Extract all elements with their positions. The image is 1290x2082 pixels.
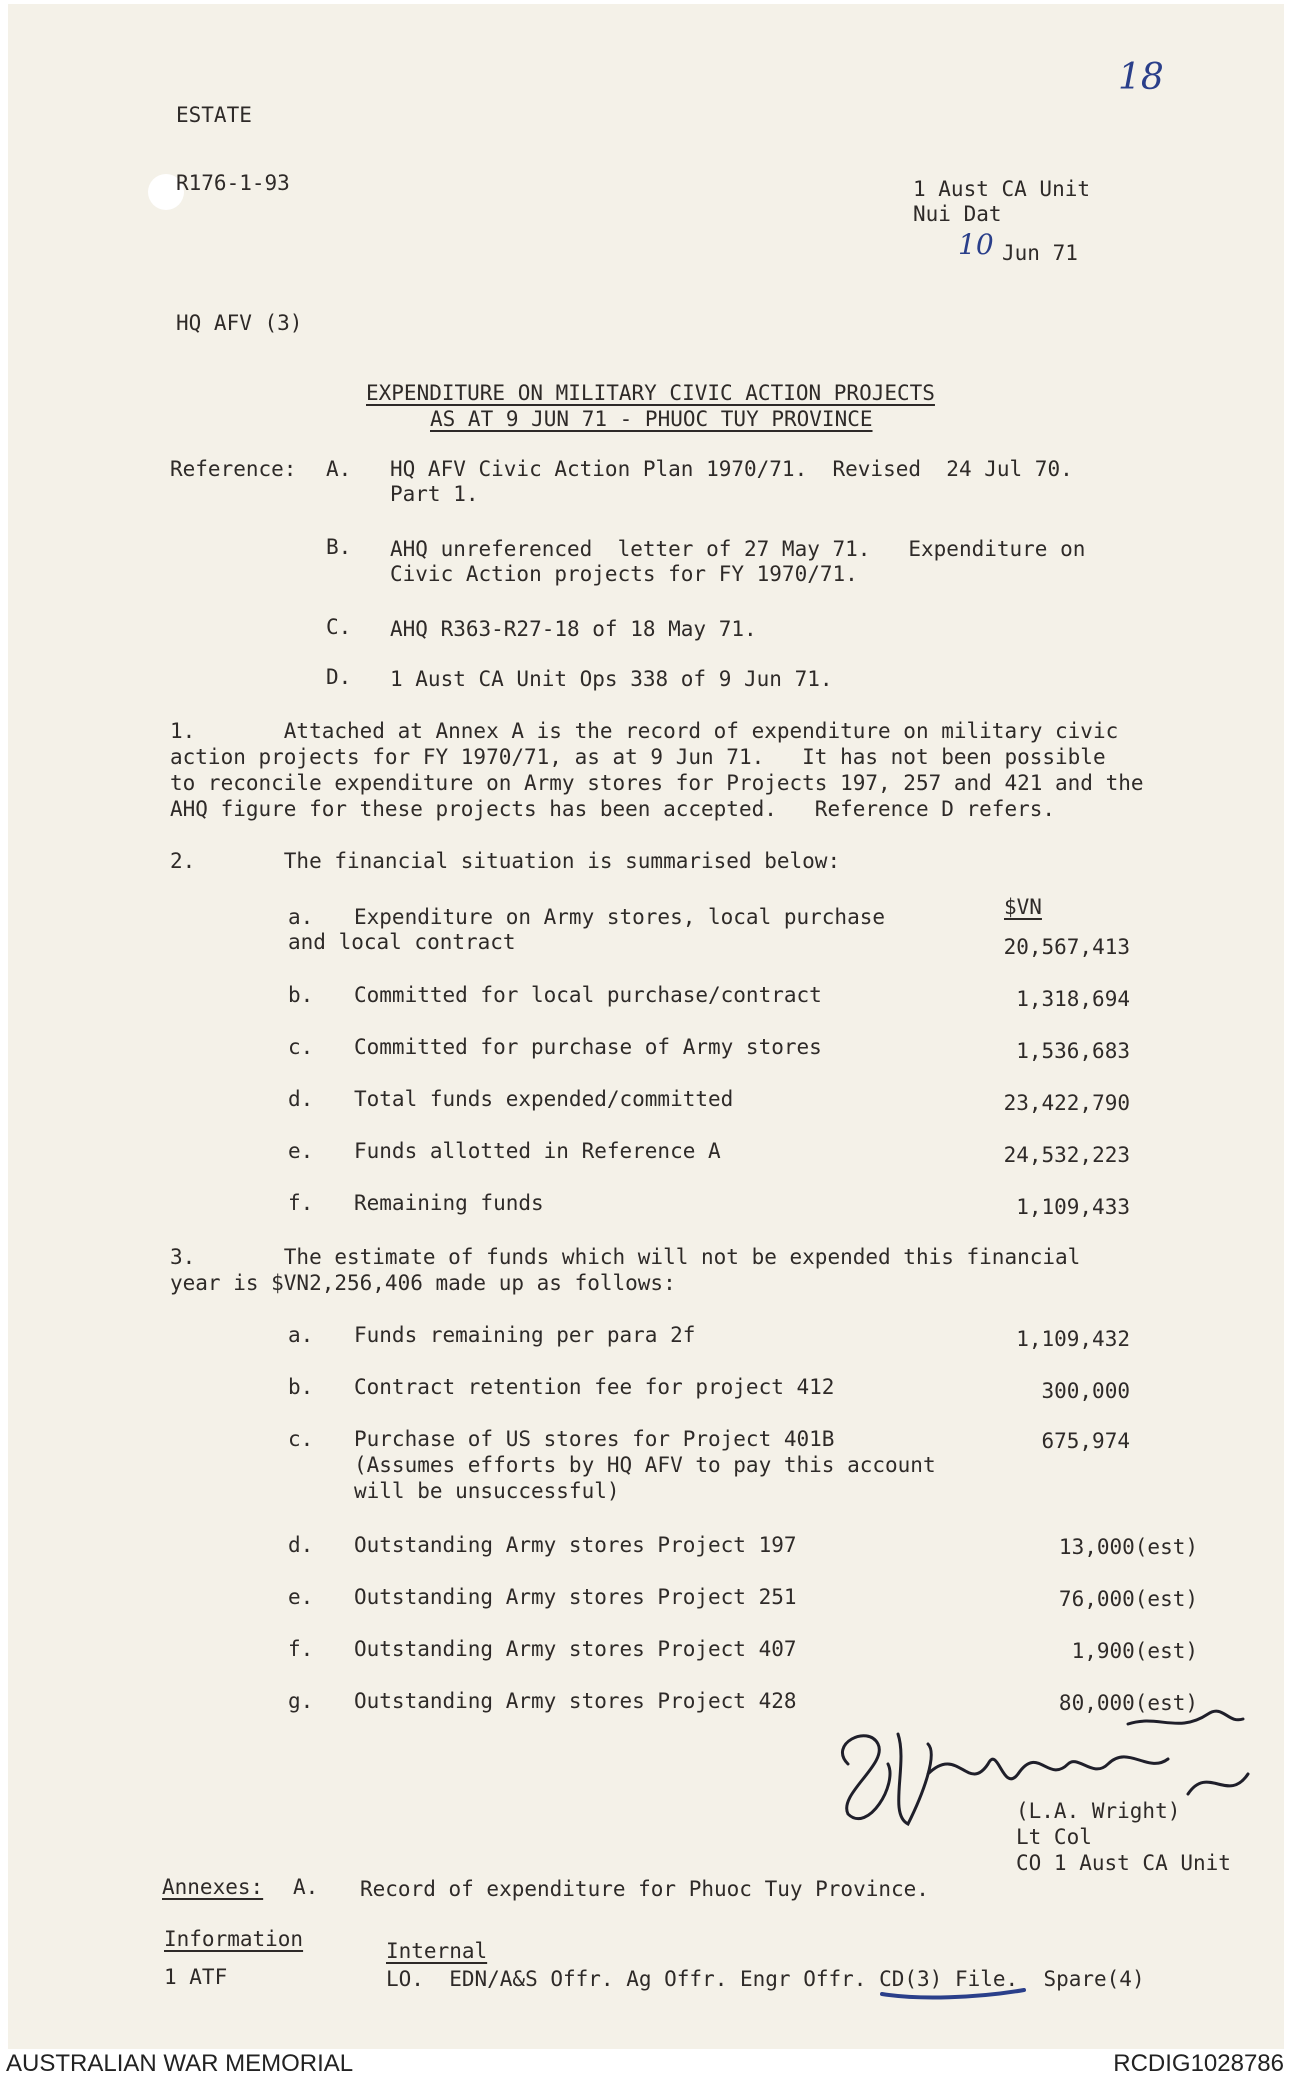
item-value: 24,532,223 (1003, 1143, 1130, 1167)
item-value: 23,422,790 (1003, 1091, 1130, 1115)
item-text: Purchase of US stores for Project 401B (354, 1427, 835, 1451)
paragraph-1-line: to reconcile expenditure on Army stores for Projects 197, 257 and 421 and the (170, 771, 1144, 795)
item-value: 1,109,432 (1016, 1327, 1130, 1351)
item-letter: f. (288, 1637, 314, 1661)
paragraph-1-line: action projects for FY 1970/71, as at 9 Jun 71. It has not been possible (170, 745, 1106, 769)
item-value: 76,000(est) (1058, 1587, 1198, 1611)
item-value: 13,000(est) (1058, 1535, 1198, 1559)
document-subtitle: AS AT 9 JUN 71 - PHUOC TUY PROVINCE (430, 407, 873, 431)
item-letter: f. (288, 1191, 314, 1215)
sender-location: Nui Dat (913, 202, 1002, 226)
paragraph-3-line: year is $VN2,256,406 made up as follows: (170, 1271, 676, 1295)
paragraph-2-intro: 2. The financial situation is summarised below: (170, 849, 841, 873)
paragraph-1-line: 1. Attached at Annex A is the record of expenditure on military civic (170, 719, 1119, 743)
annexes-label: Annexes: (162, 1875, 264, 1899)
item-letter: g. (288, 1689, 314, 1713)
item-text: Funds remaining per para 2f (354, 1323, 696, 1347)
item-letter: e. (288, 1585, 314, 1609)
signatory-name: (L.A. Wright) (1016, 1799, 1181, 1823)
reference-text: 1 Aust CA Unit Ops 338 of 9 Jun 71. (390, 667, 833, 691)
internal-recipients: LO. EDN/A&S Offr. Ag Offr. Engr Offr. CD(3) File. Spare(4) (386, 1967, 1145, 1991)
item-letter: a. (288, 905, 314, 929)
item-letter: b. (288, 1375, 314, 1399)
item-text: Committed for purchase of Army stores (354, 1035, 822, 1059)
item-letter: d. (288, 1533, 314, 1557)
currency-header: $VN (1004, 895, 1042, 919)
item-text: Remaining funds (354, 1191, 544, 1215)
item-letter: a. (288, 1323, 314, 1347)
item-value: 1,536,683 (1016, 1039, 1130, 1063)
item-value: 675,974 (1041, 1429, 1130, 1453)
item-text: Total funds expended/committed (354, 1087, 734, 1111)
reference-text: Civic Action projects for FY 1970/71. (390, 562, 858, 586)
item-value: 1,109,433 (1016, 1195, 1130, 1219)
item-text: (Assumes efforts by HQ AFV to pay this account (354, 1453, 936, 1477)
sender-unit: 1 Aust CA Unit (913, 177, 1091, 201)
item-letter: e. (288, 1139, 314, 1163)
footer-record-id: RCDIG1028786 (1113, 2050, 1284, 2077)
date-month-year: Jun 71 (1002, 241, 1078, 265)
item-value: 1,318,694 (1016, 987, 1130, 1011)
blue-ink-underline (878, 1984, 1028, 2004)
reference-text: HQ AFV Civic Action Plan 1970/71. Revised 24 Jul 70. (390, 457, 1073, 481)
item-value: 300,000 (1041, 1379, 1130, 1403)
item-text: Outstanding Army stores Project 197 (354, 1533, 797, 1557)
date-day-handwritten: 10 (958, 228, 994, 261)
reference-letter: D. (326, 665, 352, 689)
paragraph-3-line: 3. The estimate of funds which will not be expended this financial (170, 1245, 1081, 1269)
item-text: Outstanding Army stores Project 251 (354, 1585, 797, 1609)
reference-text: AHQ R363-R27-18 of 18 May 71. (390, 617, 757, 641)
item-text: Expenditure on Army stores, local purchase (354, 905, 886, 929)
item-letter: c. (288, 1035, 314, 1059)
page-number: 18 (1118, 57, 1164, 98)
item-text: will be unsuccessful) (354, 1479, 620, 1503)
annex-description: Record of expenditure for Phuoc Tuy Province. (360, 1877, 929, 1901)
estate-label: ESTATE (176, 103, 252, 127)
signatory-rank: Lt Col (1016, 1825, 1092, 1849)
information-label: Information (164, 1927, 304, 1951)
internal-label: Internal (386, 1939, 488, 1963)
footer-archive-name: AUSTRALIAN WAR MEMORIAL (6, 2050, 354, 2077)
item-value: 1,900(est) (1071, 1639, 1198, 1663)
item-text: Outstanding Army stores Project 428 (354, 1689, 797, 1713)
reference-letter: B. (326, 535, 352, 559)
reference-text: AHQ unreferenced letter of 27 May 71. Expenditure on (390, 537, 1086, 561)
item-text: and local contract (288, 930, 516, 954)
item-value: 80,000(est) (1058, 1691, 1198, 1715)
item-text: Funds allotted in Reference A (354, 1139, 721, 1163)
reference-text: Part 1. (390, 482, 479, 506)
reference-label: Reference: (170, 457, 297, 481)
file-reference: R176-1-93 (176, 171, 290, 195)
addressee: HQ AFV (3) (176, 311, 303, 335)
document-title: EXPENDITURE ON MILITARY CIVIC ACTION PROJECTS (366, 381, 935, 405)
item-text: Contract retention fee for project 412 (354, 1375, 835, 1399)
item-text: Committed for local purchase/contract (354, 983, 822, 1007)
item-value: 20,567,413 (1003, 935, 1130, 959)
item-letter: d. (288, 1087, 314, 1111)
document-page (8, 4, 1284, 2049)
item-text: Outstanding Army stores Project 407 (354, 1637, 797, 1661)
reference-letter: C. (326, 615, 352, 639)
signatory-position: CO 1 Aust CA Unit (1016, 1851, 1231, 1875)
item-letter: b. (288, 983, 314, 1007)
information-recipient: 1 ATF (164, 1965, 228, 1989)
reference-letter: A. (326, 457, 352, 481)
paragraph-1-line: AHQ figure for these projects has been accepted. Reference D refers. (170, 797, 1056, 821)
annex-letter: A. (293, 1875, 319, 1899)
item-letter: c. (288, 1427, 314, 1451)
